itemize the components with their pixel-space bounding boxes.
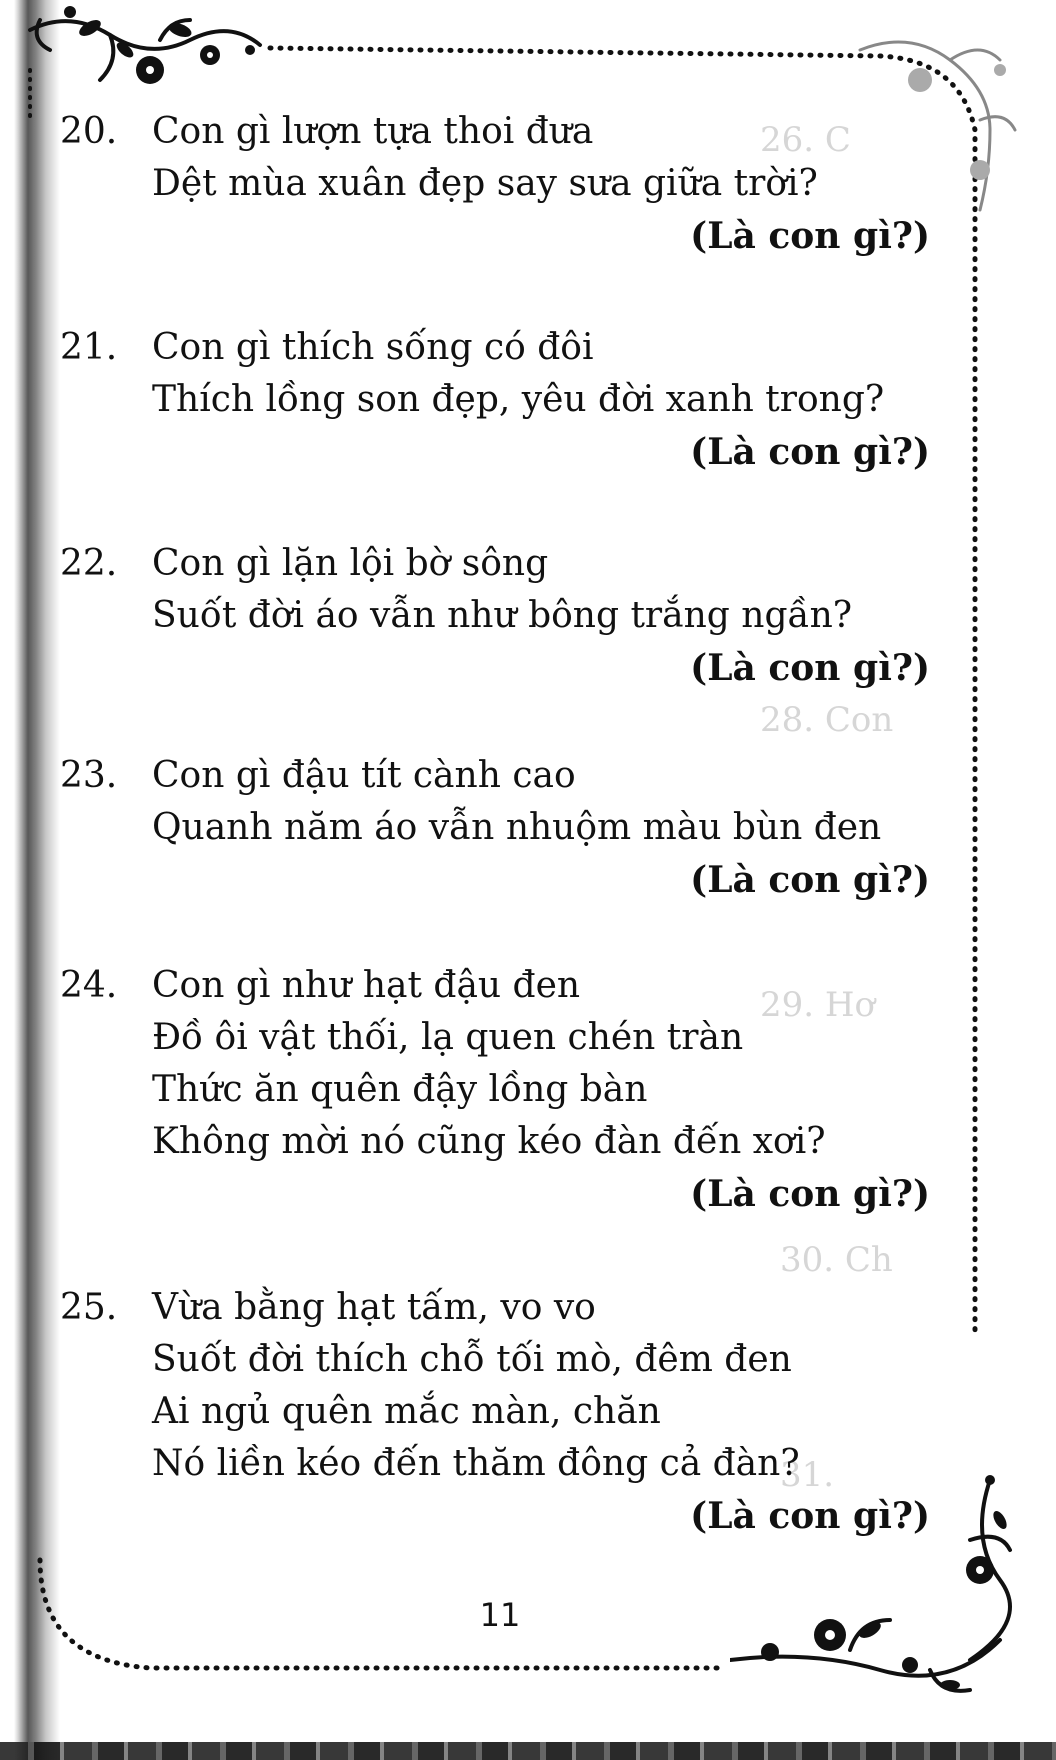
riddle-number: 22. bbox=[60, 543, 118, 584]
riddle-number: 20. bbox=[60, 111, 118, 152]
page-number: 11 bbox=[479, 1596, 521, 1634]
riddle-line: Suốt đời áo vẫn như bông trắng ngần? bbox=[152, 595, 853, 636]
riddle-answer-prompt: (Là con gì?) bbox=[690, 647, 930, 689]
riddle-20 bbox=[60, 106, 940, 262]
bleed-through-text: 28. Con bbox=[760, 700, 894, 740]
riddle-23 bbox=[60, 750, 940, 906]
riddle-answer-prompt: (Là con gì?) bbox=[690, 1173, 930, 1215]
riddle-number: 25. bbox=[60, 1287, 118, 1328]
riddle-answer-prompt: (Là con gì?) bbox=[690, 215, 930, 257]
flower-vine-ornament-icon bbox=[10, 0, 280, 120]
riddle-line: Đồ ôi vật thối, lạ quen chén tràn bbox=[152, 1017, 744, 1058]
bleed-through-text: 31. bbox=[780, 1455, 835, 1495]
riddle-line: Thích lồng son đẹp, yêu đời xanh trong? bbox=[152, 379, 885, 420]
riddle-line: Con gì như hạt đậu đen bbox=[152, 965, 581, 1006]
riddle-line: Dệt mùa xuân đẹp say sưa giữa trời? bbox=[152, 163, 818, 204]
riddle-number: 24. bbox=[60, 965, 118, 1006]
riddle-line: Suốt đời thích chỗ tối mò, đêm đen bbox=[152, 1339, 792, 1380]
riddle-24 bbox=[60, 960, 940, 1220]
bleed-through-text: 29. Hơ bbox=[760, 985, 875, 1025]
riddle-line: Con gì thích sống có đôi bbox=[152, 327, 594, 368]
page-bottom-edge bbox=[0, 1742, 1056, 1760]
riddle-line: Con gì đậu tít cành cao bbox=[152, 755, 576, 796]
riddle-line: Ai ngủ quên mắc màn, chăn bbox=[152, 1391, 661, 1432]
riddle-22 bbox=[60, 538, 940, 694]
riddle-number: 21. bbox=[60, 327, 118, 368]
bleed-through-text: 26. C bbox=[760, 120, 851, 160]
riddle-25 bbox=[60, 1282, 940, 1542]
riddle-number: 23. bbox=[60, 755, 118, 796]
riddle-line: Không mời nó cũng kéo đàn đến xơi? bbox=[152, 1121, 826, 1162]
riddle-line: Thức ăn quên đậy lồng bàn bbox=[152, 1069, 648, 1110]
riddle-answer-prompt: (Là con gì?) bbox=[690, 1495, 930, 1537]
riddle-answer-prompt: (Là con gì?) bbox=[690, 431, 930, 473]
riddle-line: Vừa bằng hạt tấm, vo vo bbox=[152, 1287, 596, 1328]
riddle-line: Con gì lặn lội bờ sông bbox=[152, 543, 549, 584]
riddle-21 bbox=[60, 322, 940, 478]
riddle-line: Con gì lượn tựa thoi đưa bbox=[152, 111, 594, 152]
riddle-line: Quanh năm áo vẫn nhuộm màu bùn đen bbox=[152, 807, 882, 848]
riddle-line: Nó liền kéo đến thăm đông cả đàn? bbox=[152, 1443, 800, 1484]
bleed-through-text: 30. Ch bbox=[780, 1240, 893, 1280]
riddle-answer-prompt: (Là con gì?) bbox=[690, 859, 930, 901]
